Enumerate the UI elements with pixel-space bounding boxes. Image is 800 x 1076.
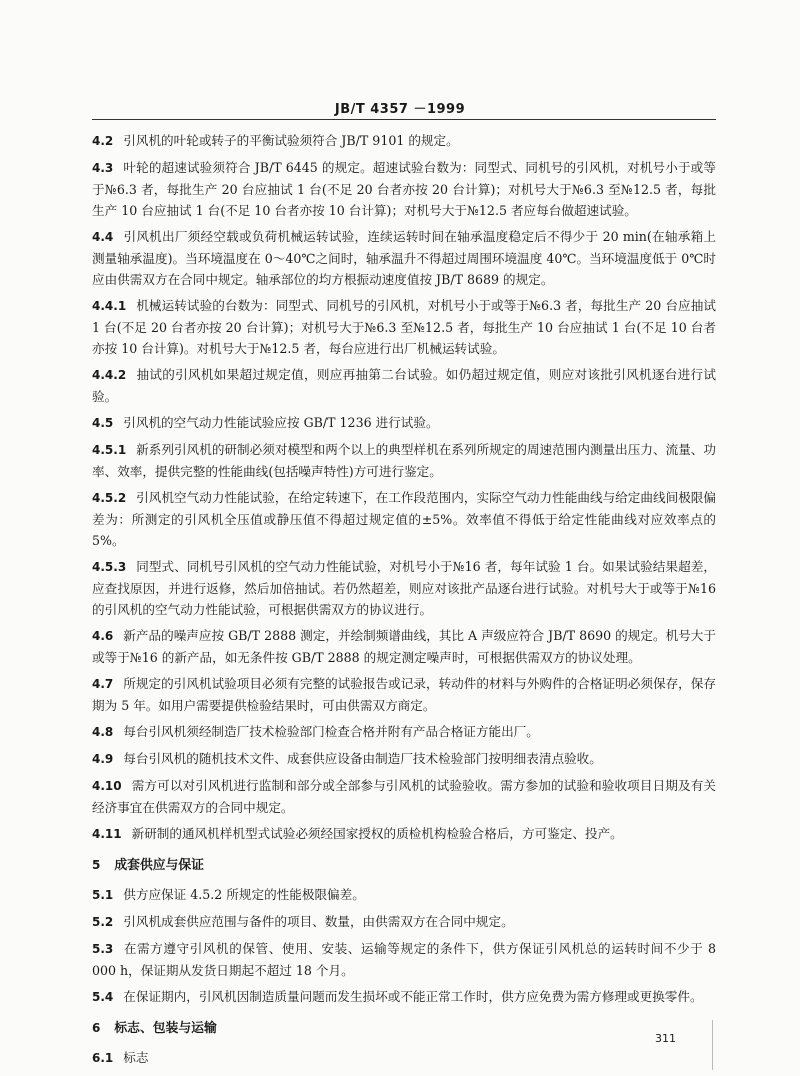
clause-text: 抽试的引风机如果超过规定值，则应再抽第二台试验。如仍超过规定值，则应对该批引风机逐台进行试验。: [92, 367, 716, 404]
clause-number: 6.1: [92, 1051, 114, 1065]
clause-number: 4.11: [92, 827, 122, 841]
clause-4-4: [92, 226, 716, 290]
clause-text: 机械运转试验的台数为：同型式、同机号的引风机，对机号小于或等于№6.3 者，每批生产 20 台应抽试 1 台(不足 20 台者亦按 20 台计算)；对机号大于№6.3 至№12.5 者，每批生产 10 台应抽试 1 台(不足 10 台者亦按 10 台计算)。对机号大于№12.5 者，每台应进行出厂机械运转试验。: [92, 298, 716, 356]
clause-text: 在保证期内，引风机因制造质量问题而发生损坏或不能正常工作时，供方应免费为需方修理或更换零件。: [123, 989, 703, 1004]
section-title: 成套供应与保证: [114, 858, 204, 873]
page-content: [92, 130, 716, 1074]
clause-4-11: [92, 823, 716, 845]
clause-number: 4.9: [92, 752, 114, 766]
clause-text: 标志: [123, 1050, 149, 1065]
clause-number: 4.4.2: [92, 368, 127, 382]
clause-4-5-1: [92, 439, 716, 482]
section-number: 5: [92, 858, 101, 872]
clause-number: 4.6: [92, 629, 114, 643]
clause-text: 新产品的噪声应按 GB/T 2888 测定，并绘制频谱曲线，其比 A 声级应符合 JB/T 8690 的规定。机号大于或等于№16 的新产品，如无条件按 GB/T 2888 的规定测定噪声时，可根据供需双方的协议处理。: [92, 628, 716, 665]
clause-4-5-3: [92, 556, 716, 620]
clause-text: 引风机的空气动力性能试验应按 GB/T 1236 进行试验。: [123, 415, 439, 430]
scan-artifact: [712, 1020, 713, 1070]
clause-number: 4.5.3: [92, 560, 127, 574]
header-rule: [92, 119, 716, 120]
clause-text: 需方可以对引风机进行监制和部分或全部参与引风机的试验验收。需方参加的试验和验收项目日期及有关经济事宜在供需双方的合同中规定。: [92, 778, 716, 815]
clause-number: 5.1: [92, 888, 114, 902]
page-number: 311: [655, 1032, 676, 1045]
section-5-clauses: [92, 884, 716, 1008]
clause-4-5: [92, 412, 716, 434]
clause-4-8: [92, 721, 716, 743]
section-5-heading: [92, 855, 716, 876]
clause-number: 4.5.2: [92, 491, 127, 505]
clause-number: 4.4.1: [92, 299, 127, 313]
clause-4-9: [92, 748, 716, 770]
clause-text: 引风机空气动力性能试验，在给定转速下，在工作段范围内，实际空气动力性能曲线与给定曲线间极限偏差为：所测定的引风机全压值或静压值不得超过规定值的±5%。效率值不得低于给定性能曲线对应效率点的 5%。: [92, 490, 716, 548]
clause-text: 在需方遵守引风机的保管、使用、安装、运输等规定的条件下，供方保证引风机总的运转时间不少于 8 000 h，保证期从发货日期起不超过 18 个月。: [92, 941, 716, 978]
clause-number: 4.7: [92, 677, 114, 691]
clause-text: 新系列引风机的研制必须对模型和两个以上的典型样机在系列所规定的周速范围内测量出压力、流量、功率、效率，提供完整的性能曲线(包括噪声特性)方可进行鉴定。: [92, 442, 716, 479]
clause-text: 每台引风机须经制造厂技术检验部门检查合格并附有产品合格证方能出厂。: [123, 724, 539, 739]
clause-5-1: [92, 884, 716, 906]
clause-text: 引风机成套供应范围与备件的项目、数量，由供需双方在合同中规定。: [123, 914, 514, 929]
clause-number: 4.5.1: [92, 443, 127, 457]
clause-4-10: [92, 775, 716, 818]
clause-number: 4.3: [92, 161, 114, 175]
clause-text: 叶轮的超速试验须符合 JB/T 6445 的规定。超速试验台数为：同型式、同机号的引风机，对机号小于或等于№6.3 者，每批生产 20 台应抽试 1 台(不足 20 台者亦按 20 台计算)；对机号大于№6.3 至№12.5 者，每批生产 10 台应抽试 1 台(不足 10 台者亦按 10 台计算)；对机号大于№12.5 者应每台做超速试验。: [92, 160, 716, 218]
clause-4-4-2: [92, 364, 716, 407]
clause-4-7: [92, 673, 716, 716]
clause-number: 4.4: [92, 230, 114, 244]
section-title: 标志、包装与运输: [114, 1021, 217, 1036]
clause-number: 4.5: [92, 416, 114, 430]
clause-number: 4.2: [92, 134, 114, 148]
clause-text: 引风机的叶轮或转子的平衡试验须符合 JB/T 9101 的规定。: [123, 133, 459, 148]
clause-text: 引风机出厂须经空载或负荷机械运转试验，连续运转时间在轴承温度稳定后不得少于 20 min(在轴承箱上测量轴承温度)。当环境温度在 0～40℃之间时，轴承温升不得超过周围环境温度 40℃。当环境温度低于 0℃时应由供需双方在合同中规定。轴承部位的均方根振动速度值按 JB/T 8689 的规定。: [92, 229, 716, 287]
clause-5-3: [92, 938, 716, 981]
clause-4-6: [92, 625, 716, 668]
clause-5-2: [92, 911, 716, 933]
clause-number: 5.3: [92, 942, 114, 956]
page-header: JB/T 4357 －1999: [334, 102, 466, 117]
clause-text: 新研制的通风机样机型式试验必须经国家授权的质检机构检验合格后，方可鉴定、投产。: [131, 826, 623, 841]
clause-4-3: [92, 157, 716, 221]
clause-text: 供方应保证 4.5.2 所规定的性能极限偏差。: [123, 887, 365, 902]
section-number: 6: [92, 1021, 101, 1035]
clause-4-4-1: [92, 295, 716, 359]
clause-4-2: [92, 130, 716, 152]
clause-4-5-2: [92, 487, 716, 551]
clause-number: 4.8: [92, 725, 114, 739]
clause-text: 每台引风机的随机技术文件、成套供应设备由制造厂技术检验部门按明细表清点验收。: [123, 751, 602, 766]
clause-number: 5.2: [92, 915, 114, 929]
clause-number: 4.10: [92, 779, 122, 793]
clause-6-1: [92, 1047, 716, 1069]
clause-text: 同型式、同机号引风机的空气动力性能试验，对机号小于№16 者，每年试验 1 台。如果试验结果超差，应查找原因，并进行返修，然后加倍抽试。若仍然超差，则应对该批产品逐台进行试验。对机号大于或等于№16 的引风机的空气动力性能试验，可根据供需双方的协议进行。: [92, 559, 716, 617]
section-6-heading: [92, 1018, 716, 1039]
clause-text: 所规定的引风机试验项目必须有完整的试验报告或记录，转动件的材料与外购件的合格证明必须保存，保存期为 5 年。如用户需要提供检验结果时，可由供需双方商定。: [92, 676, 716, 713]
section-4-clauses: [92, 130, 716, 845]
clause-5-4: [92, 986, 716, 1008]
clause-number: 5.4: [92, 990, 114, 1004]
